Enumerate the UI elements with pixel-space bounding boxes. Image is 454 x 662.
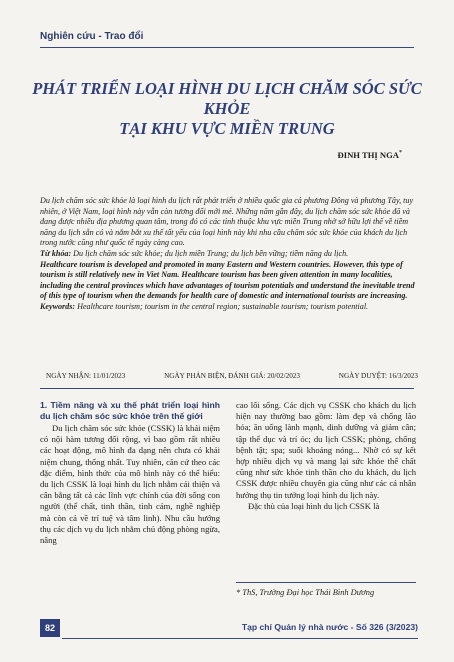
body-column-right (236, 400, 416, 512)
title-line-1: PHÁT TRIỂN LOẠI HÌNH DU LỊCH CHĂM SÓC SỨC KHỎE (32, 79, 422, 118)
keywords-vietnamese (40, 249, 418, 260)
dates-divider (40, 388, 414, 389)
footer-divider (62, 638, 418, 639)
footnote-divider (236, 582, 416, 583)
body-paragraph: Du lịch chăm sóc sức khỏe (CSSK) là khái niệm có nội hàm tương đối rộng, vì bao gồm rất nhiều các hoạt động, mô hình đa dạng nên chưa có khái niệm chung, thống nhất. Tuy nhiên, căn cứ theo các đặc điểm, hình thức của mô hình này có thể hiểu: du lịch CSSK là loại hình du lịch nhằm cải thiện và cân bằng tất cả các lĩnh vực chính của đời sống con người (thể chất, tinh thần, tình cảm, nghề nghiệp mà còn cả về trí tuệ và tâm linh). Nhu cầu hướng thụ các dịch vụ du lịch nhằm chủ động phòng ngừa, nâng (40, 423, 220, 546)
author-footnote: * ThS, Trường Đại học Thái Bình Dương (236, 588, 375, 597)
date-approved: NGÀY DUYỆT: 16/3/2023 (338, 372, 418, 380)
article-title (20, 79, 434, 139)
abstract-english: Healthcare tourism is developed and promoted in many Eastern and Western countries. However, this type of tourism is still relatively new in Viet Nam. Healthcare tourism has been given attention in many localities, including the central provinces which have advantages of tourism potentials and understand the inevitable trend of this type of tourism when the demands for health care of domestic and international tourists are increasing. (40, 259, 415, 301)
body-column-left (40, 400, 220, 546)
keywords-vi-label: Từ khóa: (40, 248, 72, 258)
date-received: NGÀY NHẬN: 11/01/2023 (46, 372, 126, 380)
journal-name: Tạp chí Quản lý nhà nước - Số 326 (3/2023) (241, 622, 418, 632)
keywords-vi-text: Du lịch chăm sóc sức khỏe; du lịch miền Trung; du lịch bền vững; tiềm năng du lịch. (71, 248, 349, 258)
keywords-en-text: Healthcare tourism; tourism in the central region; sustainable tourism; tourism potential. (75, 301, 369, 311)
date-reviewed: NGÀY PHẢN BIỆN, ĐÁNH GIÁ: 20/02/2023 (164, 372, 300, 380)
keywords-english (40, 302, 418, 313)
author-footnote-mark: * (399, 150, 402, 157)
abstract-vietnamese: Du lịch chăm sóc sức khỏe là loại hình du lịch rất phát triển ở nhiều quốc gia cả phương Đông và phương Tây, tuy nhiên, ở Việt Nam, loại hình này vẫn còn tương đối mới mẻ. Những năm gần đây, du lịch chăm sóc sức khỏe đã và đang được nhiều địa phương quan tâm, trong đó có các tỉnh thuộc khu vực miền Trung nhờ sở hữu lợi thế về tiềm năng du lịch sẵn có và nắm bắt xu thế tất yếu của loại hình này khi nhu cầu chăm sóc sức khỏe của khách du lịch trong nước cũng như quốc tế ngày càng cao. (40, 196, 414, 248)
article-dates (46, 372, 418, 380)
header-divider (40, 47, 414, 48)
section-heading: 1. Tiềm năng và xu thế phát triển loại hình du lịch chăm sóc sức khỏe trên thế giới (40, 400, 220, 421)
keywords-en-label: Keywords: (40, 301, 76, 311)
body-paragraph: cao lối sống. Các dịch vụ CSSK cho khách du lịch hiện nay thường bao gồm: làm đẹp và chống lão hóa; ăn uống lành mạnh, dinh dưỡng và giảm cân; tập thể dục và trí óc; du lịch CSSK; phòng, chống bệnh tật; spa; suối khoáng nóng... Nhờ có sự kết hợp nhiều dịch vụ và mang lại sức khỏe thể chất cũng như sức khỏe tinh thần cho du khách, du lịch CSSK được nhiều chuyên gia cũng như các cá nhân hưởng thụ tin tưởng loại hình du lịch này. (236, 400, 416, 500)
section-label: Nghiên cứu - Trao đổi (40, 31, 144, 42)
page-number: 82 (40, 619, 60, 637)
abstract (40, 196, 418, 313)
author-name (338, 150, 402, 160)
author-name-text: ĐINH THỊ NGA (337, 150, 399, 160)
body-paragraph: Đặc thù của loại hình du lịch CSSK là (248, 500, 380, 511)
title-line-2: TẠI KHU VỰC MIỀN TRUNG (119, 119, 335, 138)
